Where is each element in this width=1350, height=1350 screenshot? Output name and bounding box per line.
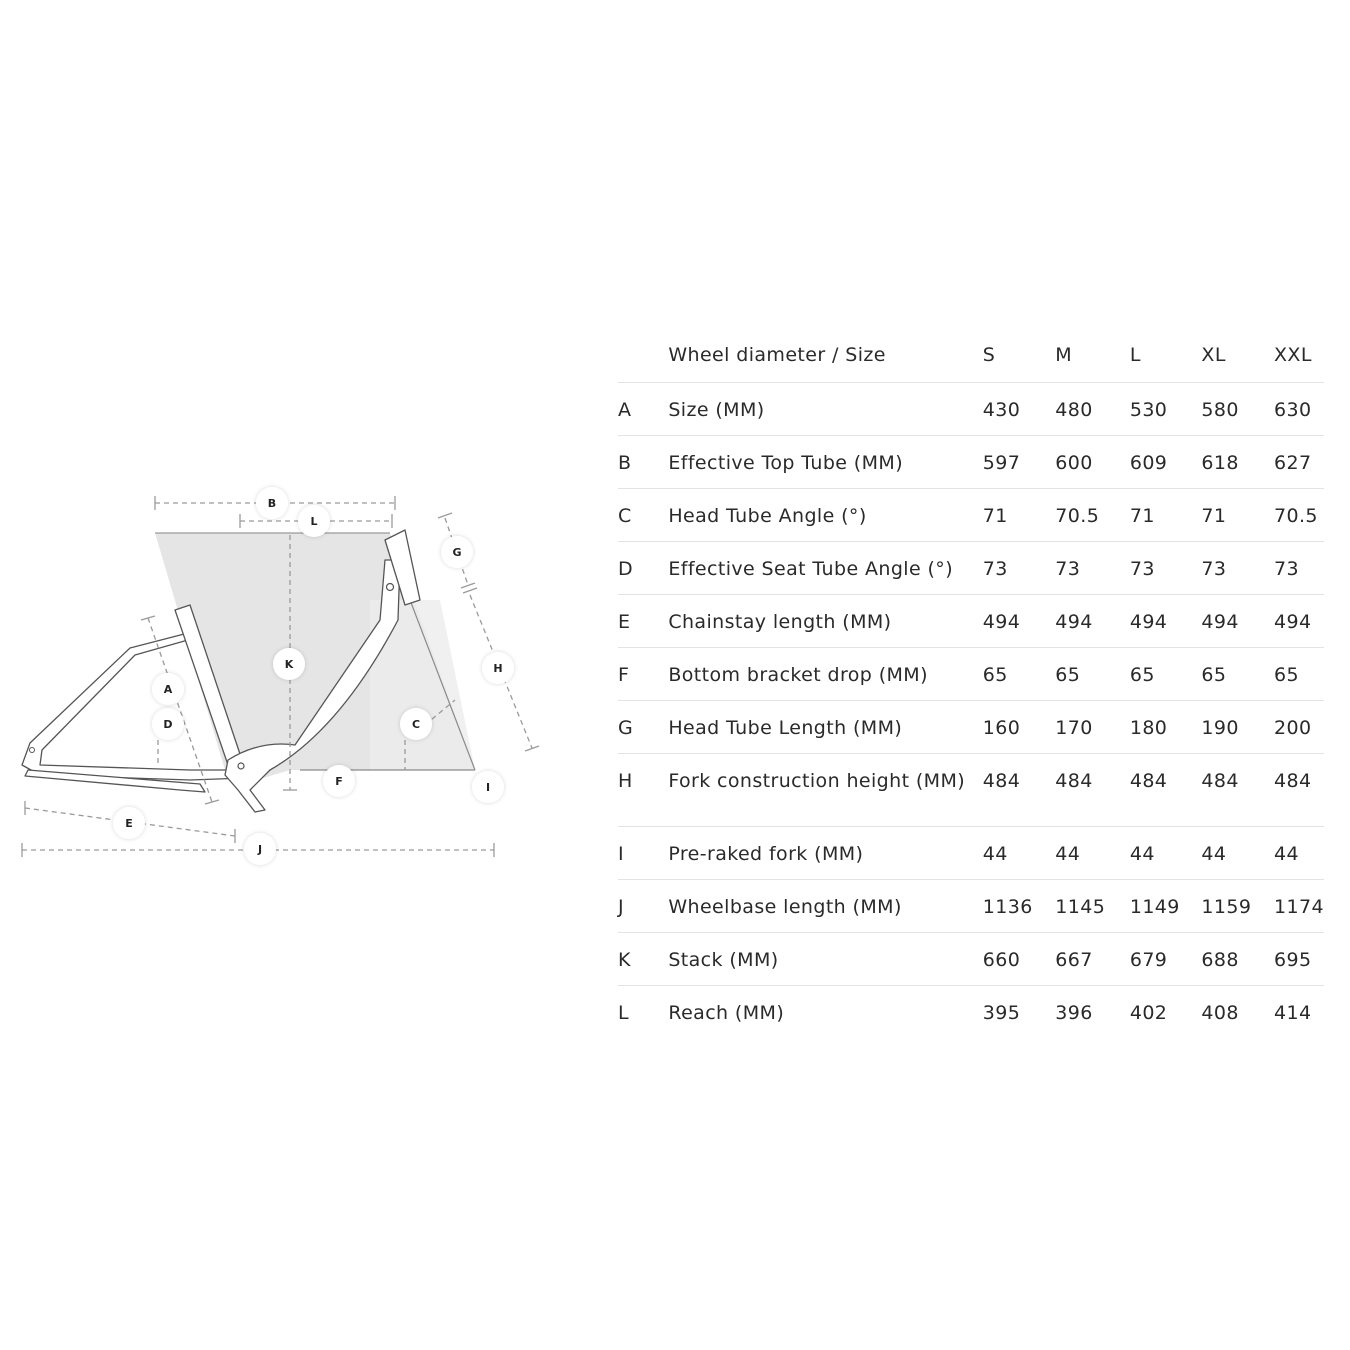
geometry-table [618, 329, 1324, 1038]
cell-m: 484 [1055, 769, 1093, 792]
cell-s: 1136 [982, 895, 1033, 918]
row-letter: D [618, 557, 634, 580]
label-c: C [411, 718, 421, 731]
row-name: Reach (MM) [668, 1001, 785, 1024]
cell-m: 396 [1055, 1001, 1093, 1024]
row-letter: G [618, 716, 634, 739]
cell-xl: 580 [1201, 398, 1239, 421]
cell-l: 484 [1129, 769, 1168, 792]
cell-l: 494 [1129, 610, 1168, 633]
header-size-m: M [1055, 329, 1130, 382]
table-row [618, 753, 1324, 826]
cell-s: 597 [982, 451, 1021, 474]
table-row [618, 541, 1324, 594]
table-row [618, 435, 1324, 488]
header-size-l: L [1130, 329, 1202, 382]
label-badge-d [152, 708, 184, 740]
cell-s: 160 [982, 716, 1021, 739]
row-letter: H [618, 769, 633, 792]
cell-xl: 190 [1201, 716, 1239, 739]
row-name: Pre-raked fork (MM) [668, 842, 864, 865]
cell-l: 65 [1129, 663, 1155, 686]
row-name: Head Tube Angle (°) [668, 504, 867, 527]
cell-m: 70.5 [1055, 504, 1100, 527]
cell-xl: 688 [1201, 948, 1239, 971]
table-row [618, 382, 1324, 435]
cell-s: 430 [982, 398, 1021, 421]
row-name: Wheelbase length (MM) [668, 895, 902, 918]
cell-xl: 484 [1201, 769, 1239, 792]
cell-l: 679 [1129, 948, 1168, 971]
label-badge-a [152, 673, 184, 705]
table-row [618, 488, 1324, 541]
row-name: Size (MM) [668, 398, 765, 421]
row-letter: K [618, 948, 631, 971]
cell-l: 44 [1129, 842, 1155, 865]
cell-l: 1149 [1129, 895, 1180, 918]
cell-m: 600 [1055, 451, 1093, 474]
row-name: Chainstay length (MM) [668, 610, 892, 633]
cell-xxl: 70.5 [1273, 504, 1318, 527]
header-label: Wheel diameter / Size [668, 329, 982, 382]
label-e: E [125, 817, 133, 830]
table-row [618, 826, 1324, 879]
cell-xxl: 44 [1273, 842, 1299, 865]
label-k: K [284, 658, 294, 671]
cell-xl: 408 [1201, 1001, 1239, 1024]
table-header-row [618, 329, 1324, 382]
label-j: J [257, 843, 263, 856]
cell-s: 484 [982, 769, 1021, 792]
cell-xxl: 627 [1273, 451, 1312, 474]
cell-xxl: 65 [1273, 663, 1299, 686]
label-f: F [335, 775, 343, 788]
label-badge-b [256, 487, 288, 519]
row-letter: I [618, 842, 625, 865]
row-letter: B [618, 451, 632, 474]
table-row [618, 985, 1324, 1038]
cell-s: 65 [982, 663, 1008, 686]
cell-xl: 65 [1201, 663, 1227, 686]
label-badge-l [298, 505, 330, 537]
cell-m: 667 [1055, 948, 1093, 971]
table-row [618, 594, 1324, 647]
row-letter: F [618, 663, 630, 686]
table-row [618, 647, 1324, 700]
table-row [618, 879, 1324, 932]
row-letter: C [618, 504, 632, 527]
label-h: H [493, 662, 503, 675]
cell-l: 180 [1129, 716, 1168, 739]
label-l: L [310, 515, 318, 528]
cell-l: 530 [1129, 398, 1168, 421]
cell-m: 494 [1055, 610, 1093, 633]
frame-bolt [238, 763, 244, 769]
cell-m: 73 [1055, 557, 1081, 580]
row-name: Effective Seat Tube Angle (°) [668, 557, 954, 580]
cell-xxl: 484 [1273, 769, 1312, 792]
cell-xl: 1159 [1201, 895, 1252, 918]
row-name: Stack (MM) [668, 948, 779, 971]
cell-xl: 71 [1201, 504, 1227, 527]
row-letter: L [618, 1001, 629, 1024]
cell-s: 660 [982, 948, 1021, 971]
row-name: Head Tube Length (MM) [668, 716, 903, 739]
cell-xl: 73 [1201, 557, 1227, 580]
label-badge-c [400, 708, 432, 740]
cell-xxl: 630 [1273, 398, 1312, 421]
cell-s: 73 [982, 557, 1008, 580]
frame-bolt [387, 584, 394, 591]
cell-l: 73 [1129, 557, 1155, 580]
label-badge-g [441, 536, 473, 568]
label-badge-f [323, 765, 355, 797]
label-badge-i [472, 771, 504, 803]
header-letter-cell [618, 329, 668, 382]
cell-l: 609 [1129, 451, 1168, 474]
header-size-s: S [983, 329, 1056, 382]
row-letter: A [618, 398, 632, 421]
table-row [618, 700, 1324, 753]
cell-s: 71 [982, 504, 1008, 527]
cell-l: 402 [1129, 1001, 1168, 1024]
cell-m: 480 [1055, 398, 1093, 421]
cell-s: 494 [982, 610, 1021, 633]
row-name: Bottom bracket drop (MM) [668, 663, 928, 686]
frame-bolt [30, 748, 35, 753]
cell-xxl: 73 [1273, 557, 1299, 580]
label-badge-e [113, 807, 145, 839]
cell-xl: 494 [1201, 610, 1239, 633]
cell-xl: 618 [1201, 451, 1239, 474]
label-a: A [163, 683, 173, 696]
cell-xxl: 1174 [1273, 895, 1324, 918]
row-name: Effective Top Tube (MM) [668, 451, 904, 474]
cell-m: 170 [1055, 716, 1093, 739]
table-row [618, 932, 1324, 985]
label-g: G [452, 546, 462, 559]
header-size-xxl: XXL [1274, 329, 1324, 382]
row-name: Fork construction height (MM) [668, 769, 966, 792]
cell-xxl: 494 [1273, 610, 1312, 633]
cell-s: 395 [982, 1001, 1021, 1024]
geometry-diagram [0, 470, 560, 890]
cell-m: 65 [1055, 663, 1081, 686]
label-badge-k [273, 648, 305, 680]
row-letter: J [618, 895, 625, 918]
cell-xxl: 695 [1273, 948, 1312, 971]
label-badge-h [482, 652, 514, 684]
cell-s: 44 [982, 842, 1008, 865]
cell-m: 44 [1055, 842, 1081, 865]
label-badge-j [244, 833, 276, 865]
row-letter: E [618, 610, 631, 633]
cell-m: 1145 [1055, 895, 1106, 918]
cell-xxl: 414 [1273, 1001, 1312, 1024]
label-d: D [163, 718, 173, 731]
label-b: B [267, 497, 277, 510]
label-i: I [485, 781, 491, 794]
cell-xxl: 200 [1273, 716, 1312, 739]
cell-l: 71 [1129, 504, 1155, 527]
cell-xl: 44 [1201, 842, 1227, 865]
header-size-xl: XL [1201, 329, 1274, 382]
